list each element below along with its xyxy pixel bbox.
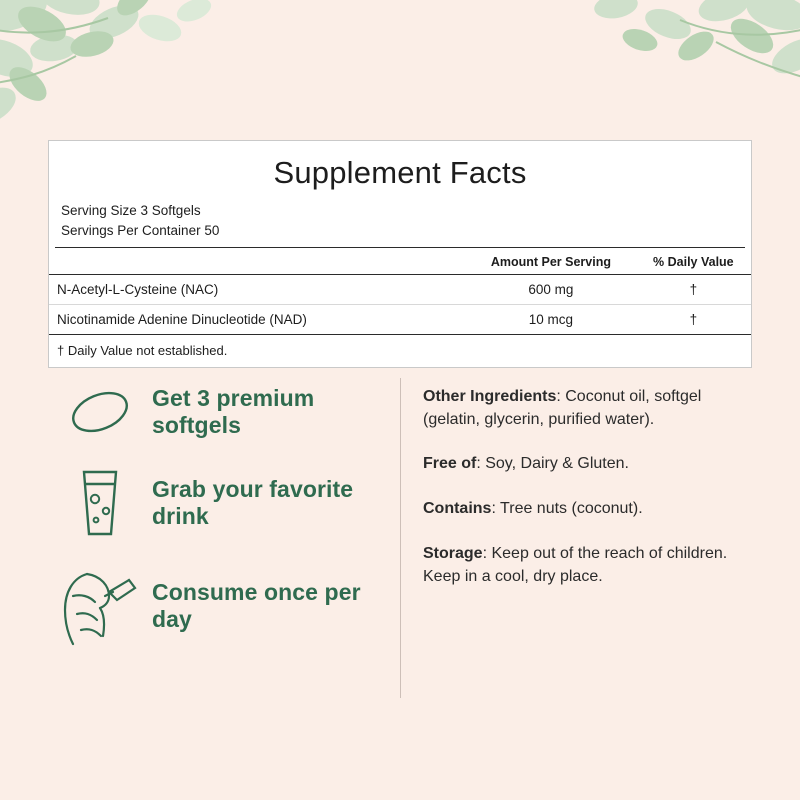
serving-size: Serving Size 3 Softgels <box>61 203 201 218</box>
nutrient-amount: 600 mg <box>456 275 646 305</box>
info-text: : Soy, Dairy & Gluten. <box>476 455 629 473</box>
step-label: Get 3 premium softgels <box>152 384 315 438</box>
info-other-ingredients <box>423 386 743 431</box>
softgel-capsule-icon <box>48 384 152 440</box>
info-heading: Contains <box>423 500 492 518</box>
info-text: : Tree nuts (coconut). <box>491 500 643 518</box>
nutrient-name: Nicotinamide Adenine Dinucleotide (NAD) <box>57 312 307 328</box>
leaf-decoration-top-right <box>510 0 800 149</box>
nutrient-amount: 10 mcg <box>528 312 574 328</box>
page-title: Supplement Facts <box>273 155 527 190</box>
column-header-nutrient <box>49 248 456 275</box>
list-item <box>48 384 400 440</box>
info-heading: Other Ingredients <box>423 388 557 405</box>
column-header-amount: Amount Per Serving <box>456 248 646 275</box>
table-row <box>49 275 751 305</box>
step-label: Consume once per day <box>152 578 361 632</box>
column-header-daily-value: % Daily Value <box>646 248 751 275</box>
person-drinking-icon <box>48 566 152 646</box>
info-storage <box>423 543 743 588</box>
table-header-row <box>49 248 751 275</box>
nutrient-name: N-Acetyl-L-Cysteine (NAC) <box>49 275 456 305</box>
usage-steps-column <box>48 378 400 718</box>
ingredient-info-column <box>401 378 752 718</box>
supplement-facts-table <box>49 248 751 334</box>
info-text: : Coconut oil, softgel (gelatin, glycerin, purified water). <box>423 388 702 428</box>
info-text: : Keep out of the reach of children. Keep in a cool, dry place. <box>423 544 728 585</box>
nutrient-daily-value: † <box>689 312 698 328</box>
list-item <box>48 566 400 646</box>
info-heading: Storage <box>423 544 483 562</box>
table-row <box>49 305 751 335</box>
drinking-glass-icon <box>48 466 152 540</box>
serving-info <box>49 201 751 240</box>
daily-value-footnote: † Daily Value not established. <box>49 334 751 367</box>
step-label: Grab your favorite drink <box>152 475 354 529</box>
nutrient-daily-value: † <box>646 275 751 305</box>
list-item <box>48 466 400 540</box>
lower-section <box>48 378 752 718</box>
info-contains <box>423 498 743 521</box>
servings-per-container: Servings Per Container 50 <box>61 222 220 238</box>
info-heading: Free of <box>423 455 477 473</box>
info-free-of <box>423 453 743 476</box>
supplement-facts-panel <box>48 140 752 368</box>
